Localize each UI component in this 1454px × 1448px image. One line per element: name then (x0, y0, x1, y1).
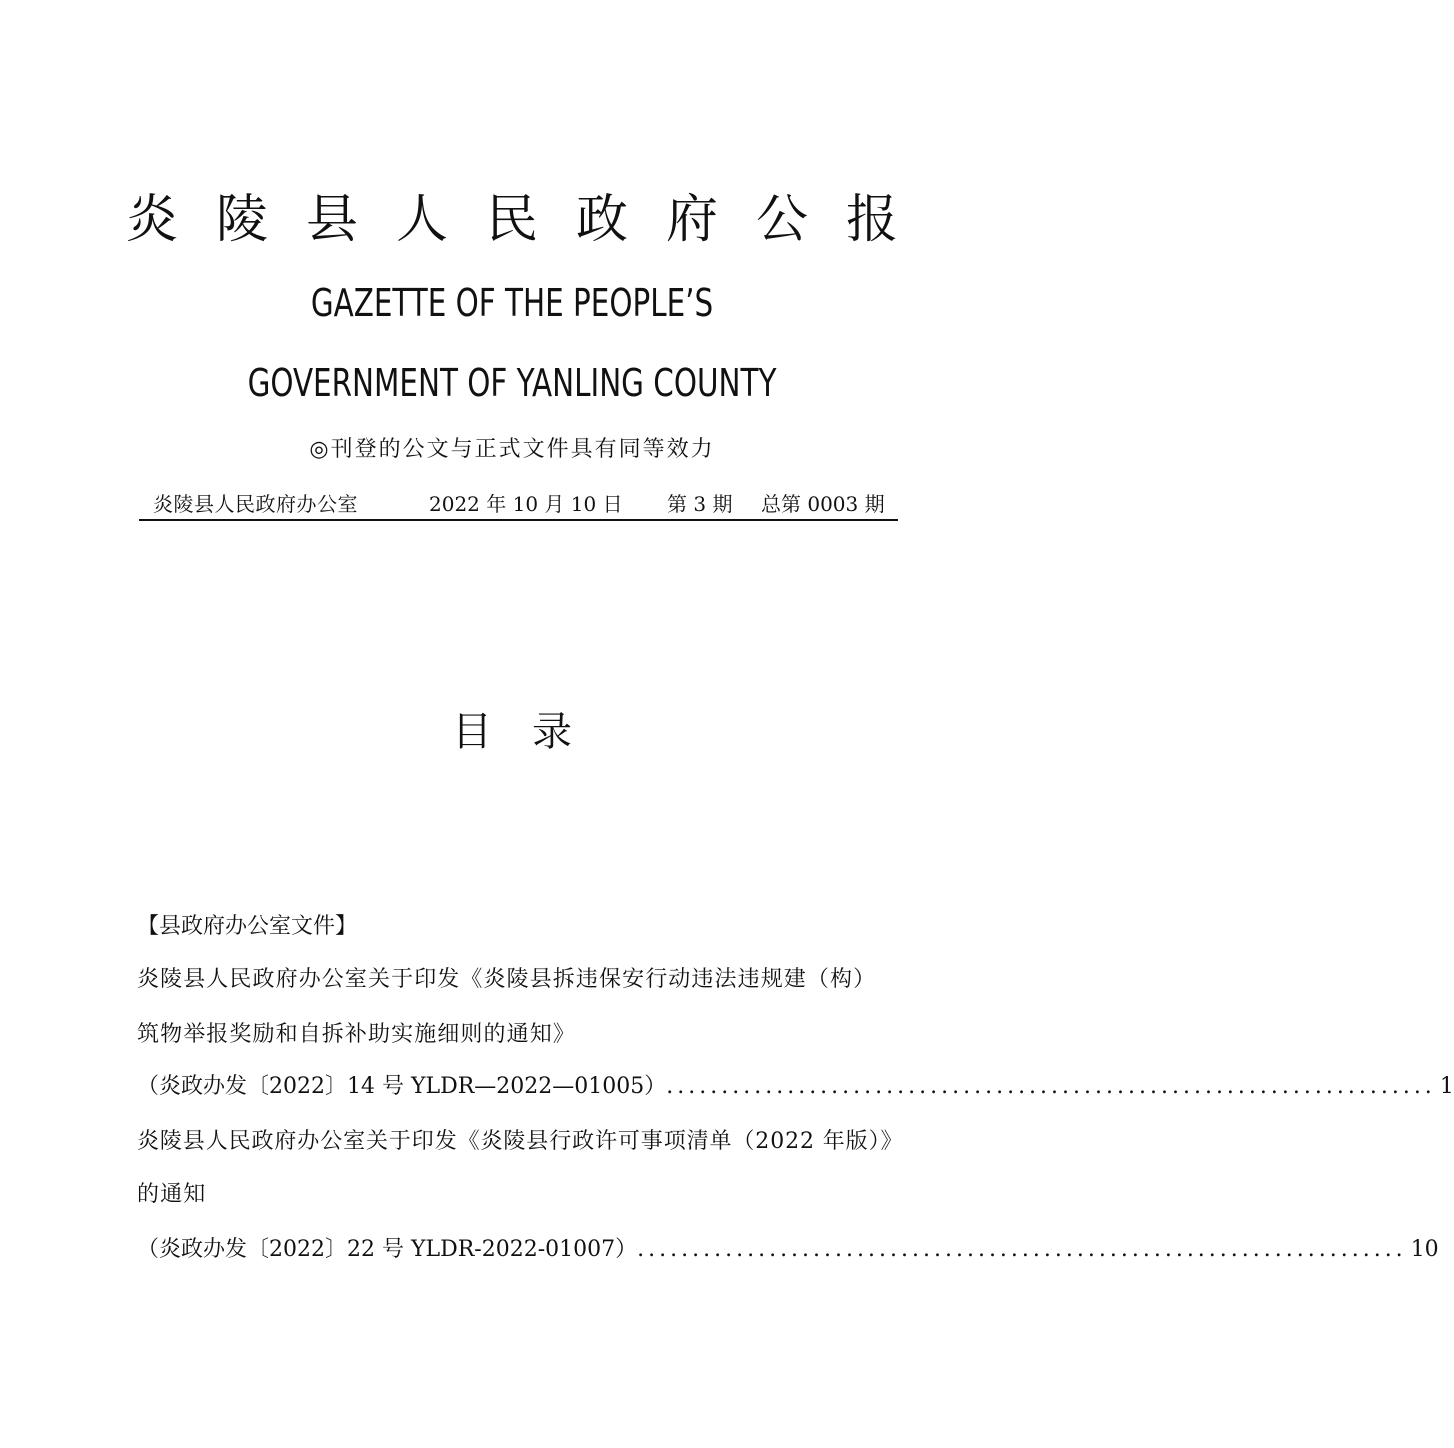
toc-leader-dots: ...................................................................... (637, 1237, 1407, 1262)
issue-number: 第 3 期 (667, 492, 733, 516)
toc-entry-2-title-line1[interactable]: 炎陵县人民政府办公室关于印发《炎陵县行政许可事项清单（2022 年版）》 (137, 1129, 904, 1154)
toc-entry-2-doc-ref: （炎政办发〔2022〕22 号 YLDR-2022-01007） (137, 1237, 638, 1262)
issuing-office: 炎陵县人民政府办公室 (153, 492, 358, 516)
gazette-title-english-line2: GOVERNMENT OF YANLING COUNTY (247, 361, 777, 405)
validity-notice: ◎刊登的公文与正式文件具有同等效力 (309, 437, 715, 462)
toc-entry-2-page-number: 10 (1410, 1237, 1439, 1262)
toc-entry-1-page-number: 1 (1439, 1074, 1454, 1099)
toc-entry-1-reference-row[interactable] (137, 1070, 1454, 1104)
toc-entry-2-reference-row[interactable] (137, 1233, 1439, 1267)
issue-info-bar (139, 489, 898, 521)
toc-entry-1-title-line2[interactable]: 筑物举报奖励和自拆补助实施细则的通知》 (137, 1022, 576, 1047)
toc-entry-1-doc-ref: （炎政办发〔2022〕14 号 YLDR—2022—01005） (137, 1074, 667, 1099)
total-issue-number: 总第 0003 期 (761, 492, 885, 516)
gazette-title-english-line1: GAZETTE OF THE PEOPLE’S (310, 281, 714, 325)
toc-leader-dots: ...................................................................... (666, 1074, 1436, 1099)
toc-entry-1-title-line1[interactable]: 炎陵县人民政府办公室关于印发《炎陵县拆违保安行动违法违规建（构） (137, 967, 877, 992)
table-of-contents-title: 目录 (452, 709, 612, 755)
issue-date: 2022 年 10 月 10 日 (429, 492, 623, 516)
gazette-title-chinese: 炎陵县人民政府公报 (125, 190, 936, 250)
toc-section-header: 【县政府办公室文件】 (137, 914, 358, 939)
toc-entry-2-title-line2[interactable]: 的通知 (137, 1182, 207, 1207)
